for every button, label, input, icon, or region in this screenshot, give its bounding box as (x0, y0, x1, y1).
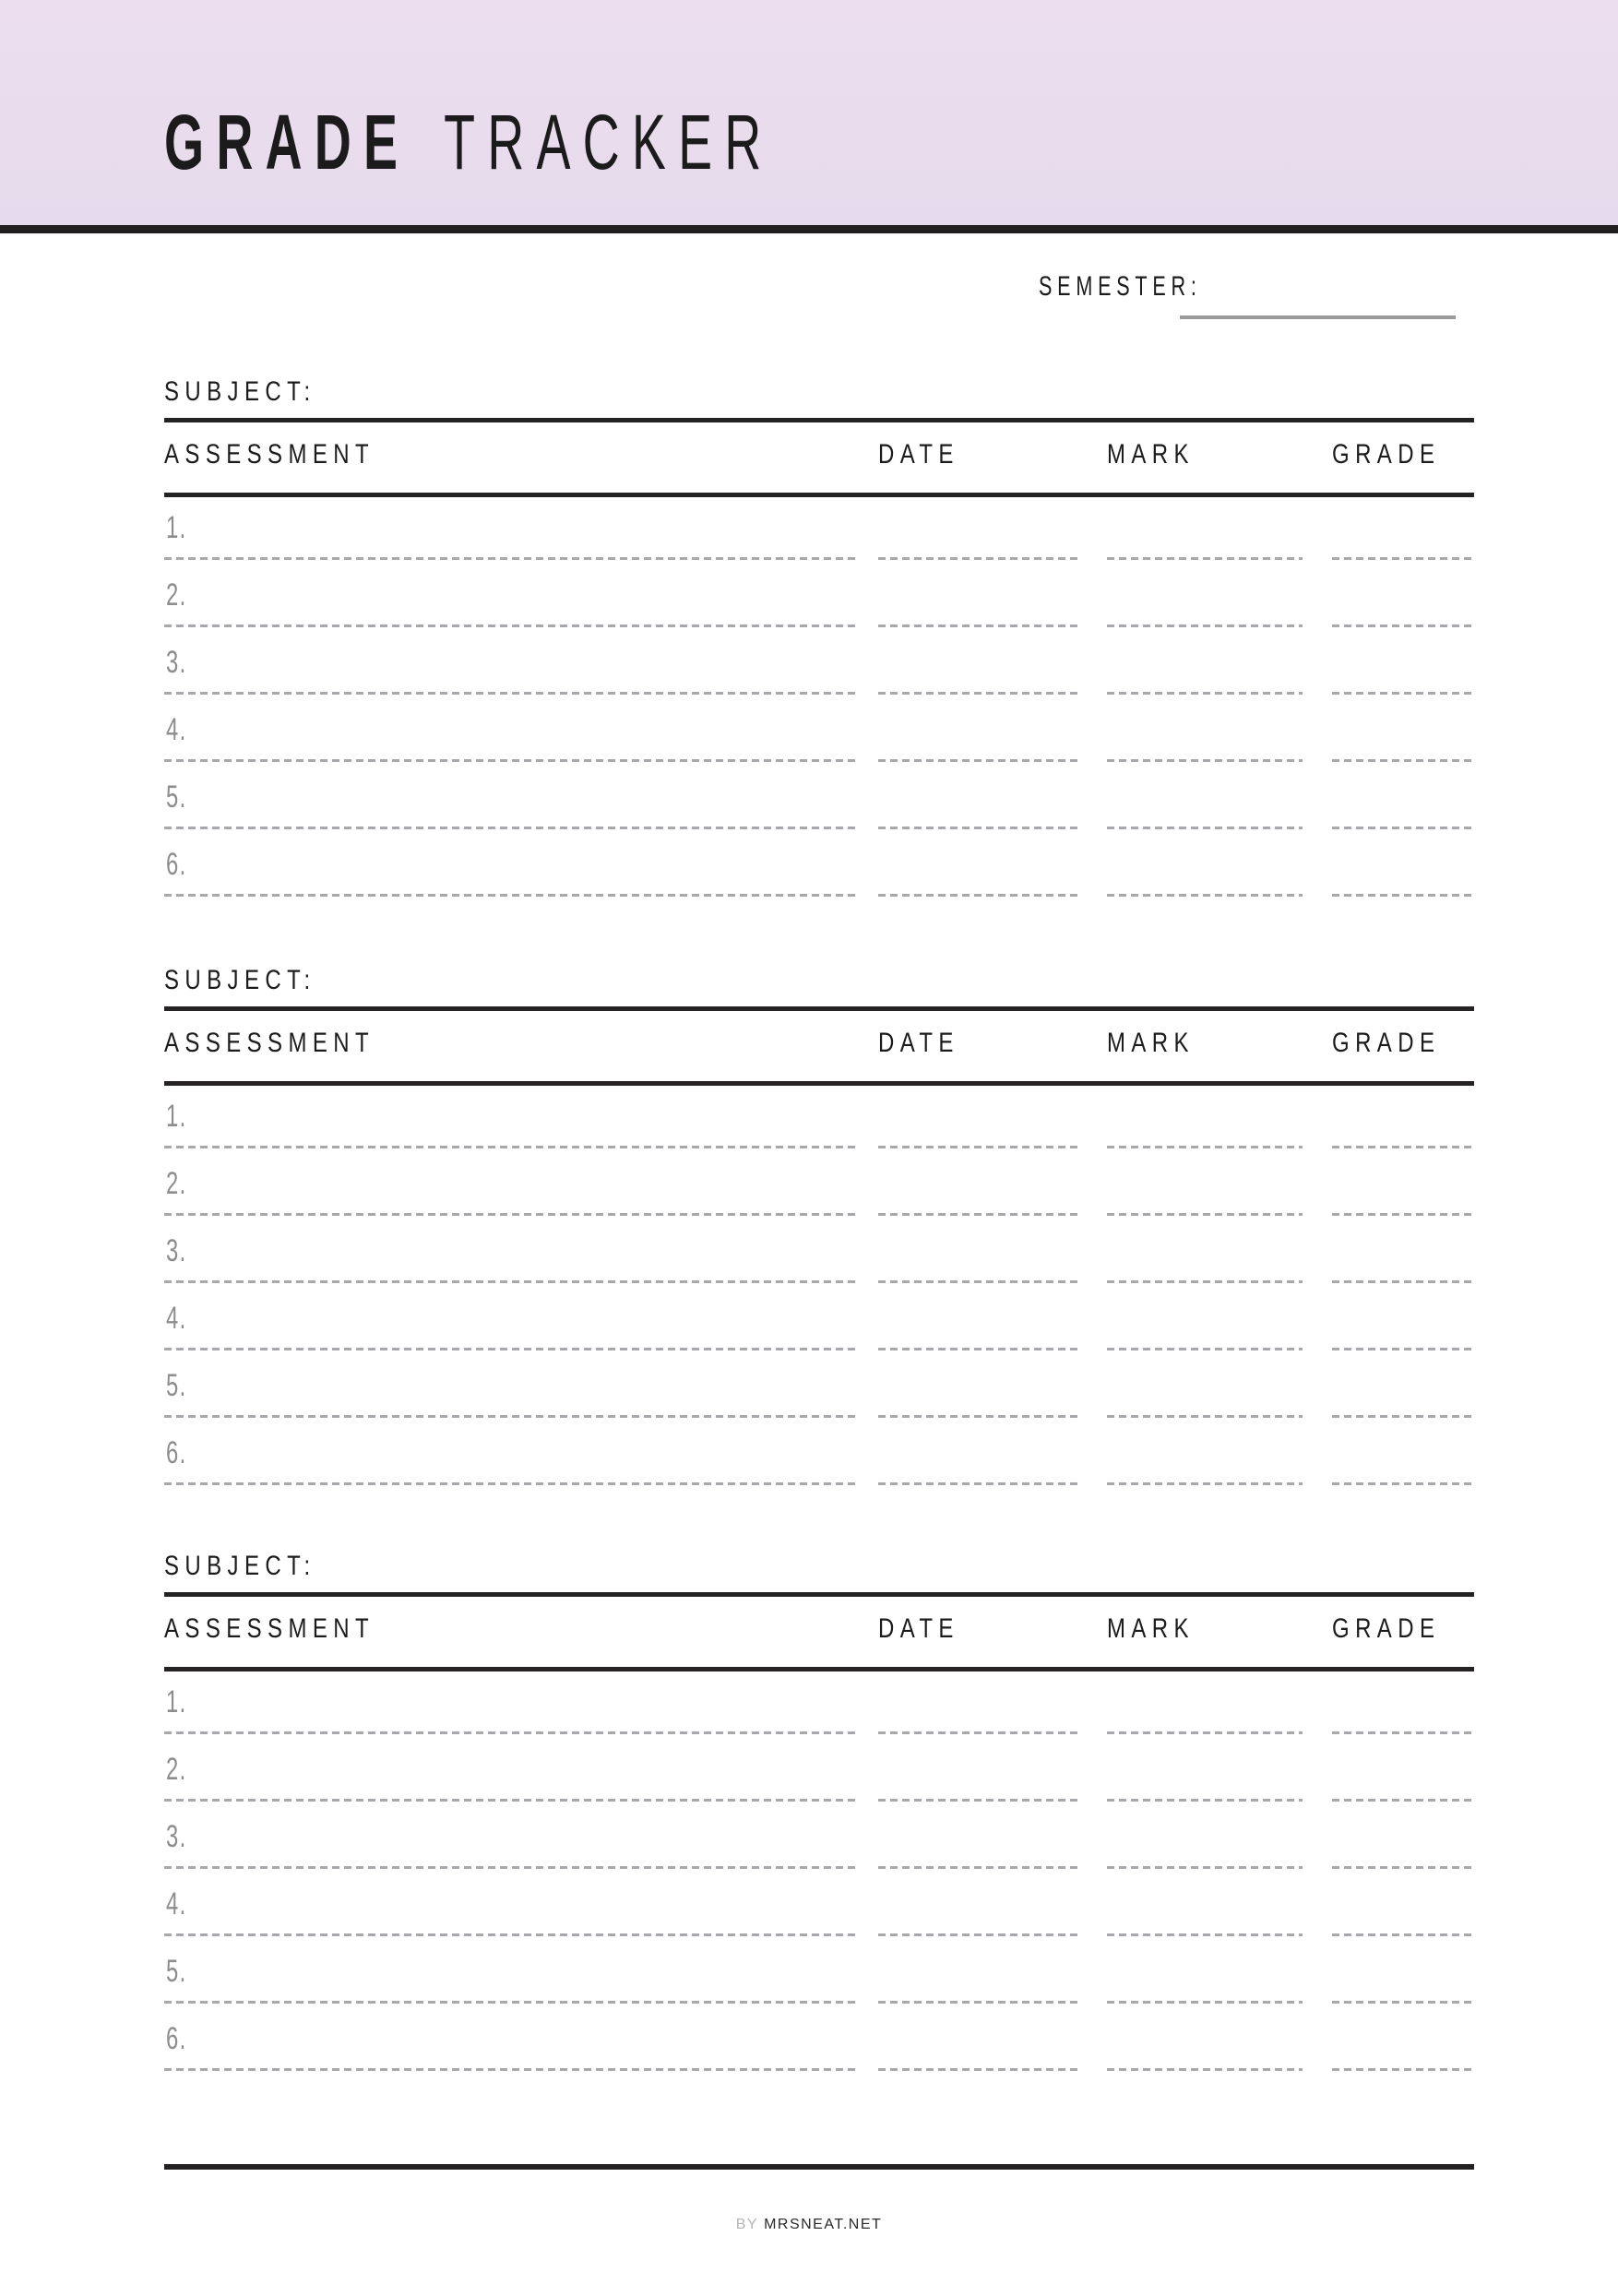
column-header-date: DATE (878, 439, 959, 470)
header-divider-bar (0, 225, 1618, 233)
column-header-mark: MARK (1107, 1028, 1195, 1058)
mark-input-line[interactable] (1107, 692, 1303, 695)
date-input-line[interactable] (878, 1933, 1077, 1936)
mark-input-line[interactable] (1107, 1213, 1303, 1216)
assessment-input-line[interactable] (164, 2001, 856, 2004)
table-row (164, 645, 1474, 700)
assessment-input-line[interactable] (164, 1415, 856, 1418)
date-input-line[interactable] (878, 1482, 1077, 1485)
grade-input-line[interactable] (1332, 2068, 1472, 2071)
column-header-grade: GRADE (1332, 1613, 1441, 1644)
footer-by-label: BY (735, 2217, 759, 2232)
mark-input-line[interactable] (1107, 2068, 1303, 2071)
row-number: 5. (166, 779, 187, 815)
mark-input-line[interactable] (1107, 625, 1303, 627)
assessment-input-line[interactable] (164, 894, 856, 897)
footer-credit (0, 2216, 1618, 2234)
date-input-line[interactable] (878, 1146, 1077, 1148)
date-input-line[interactable] (878, 759, 1077, 762)
assessment-input-line[interactable] (164, 557, 856, 560)
table-rows (164, 375, 1474, 915)
grade-input-line[interactable] (1332, 557, 1472, 560)
table-row (164, 577, 1474, 633)
grade-input-line[interactable] (1332, 1213, 1472, 1216)
assessment-input-line[interactable] (164, 1213, 856, 1216)
row-number: 1. (166, 1684, 187, 1719)
subject-section-2 (164, 964, 1474, 1504)
table-row (164, 1954, 1474, 2009)
grade-input-line[interactable] (1332, 2001, 1472, 2004)
table-row (164, 2021, 1474, 2076)
mark-input-line[interactable] (1107, 2001, 1303, 2004)
grade-input-line[interactable] (1332, 1799, 1472, 1802)
mark-input-line[interactable] (1107, 1731, 1303, 1734)
date-input-line[interactable] (878, 692, 1077, 695)
column-header-date: DATE (878, 1613, 959, 1644)
date-input-line[interactable] (878, 1415, 1077, 1418)
grade-input-line[interactable] (1332, 1348, 1472, 1350)
assessment-input-line[interactable] (164, 1731, 856, 1734)
semester-input-line[interactable] (1180, 315, 1456, 319)
table-rows (164, 1550, 1474, 2089)
table-row (164, 1684, 1474, 1740)
grade-input-line[interactable] (1332, 1280, 1472, 1283)
mark-input-line[interactable] (1107, 1348, 1303, 1350)
table-row (164, 847, 1474, 902)
assessment-input-line[interactable] (164, 625, 856, 627)
mark-input-line[interactable] (1107, 1482, 1303, 1485)
date-input-line[interactable] (878, 1348, 1077, 1350)
table-row (164, 1752, 1474, 1807)
row-number: 1. (166, 510, 187, 545)
table-rows (164, 964, 1474, 1504)
date-input-line[interactable] (878, 894, 1077, 897)
row-number: 6. (166, 2021, 187, 2056)
row-number: 4. (166, 1886, 187, 1921)
assessment-input-line[interactable] (164, 1799, 856, 1802)
page-title (164, 99, 774, 185)
table-row (164, 779, 1474, 835)
row-number: 3. (166, 1233, 187, 1268)
subject-label: SUBJECT: (164, 1551, 316, 1581)
mark-input-line[interactable] (1107, 1280, 1303, 1283)
assessment-input-line[interactable] (164, 827, 856, 829)
assessment-input-line[interactable] (164, 2068, 856, 2071)
table-row (164, 510, 1474, 565)
table-row (164, 712, 1474, 767)
table-row (164, 1886, 1474, 1942)
table-row (164, 1099, 1474, 1154)
row-number: 6. (166, 1435, 187, 1470)
assessment-input-line[interactable] (164, 1482, 856, 1485)
assessment-input-line[interactable] (164, 759, 856, 762)
row-number: 1. (166, 1099, 187, 1134)
mark-input-line[interactable] (1107, 1146, 1303, 1148)
column-header-grade: GRADE (1332, 439, 1441, 470)
date-input-line[interactable] (878, 1280, 1077, 1283)
subject-section-3 (164, 1550, 1474, 2089)
grade-input-line[interactable] (1332, 1482, 1472, 1485)
subject-section-1 (164, 375, 1474, 915)
grade-input-line[interactable] (1332, 827, 1472, 829)
footer-site-label: MRSNEAT.NET (764, 2217, 883, 2232)
row-number: 5. (166, 1954, 187, 1989)
assessment-input-line[interactable] (164, 1866, 856, 1869)
row-number: 2. (166, 1166, 187, 1201)
row-number: 3. (166, 645, 187, 680)
table-row (164, 1233, 1474, 1289)
subject-label: SUBJECT: (164, 376, 316, 407)
date-input-line[interactable] (878, 2068, 1077, 2071)
column-header-date: DATE (878, 1028, 959, 1058)
mark-input-line[interactable] (1107, 827, 1303, 829)
row-number: 2. (166, 577, 187, 613)
table-row (164, 1368, 1474, 1423)
column-header-grade: GRADE (1332, 1028, 1441, 1058)
semester-label: SEMESTER: (1039, 271, 1202, 302)
table-row (164, 1166, 1474, 1221)
page-bottom-rule (164, 2164, 1474, 2170)
row-number: 4. (166, 712, 187, 747)
assessment-input-line[interactable] (164, 1280, 856, 1283)
grade-input-line[interactable] (1332, 692, 1472, 695)
grade-input-line[interactable] (1332, 625, 1472, 627)
assessment-input-line[interactable] (164, 1933, 856, 1936)
mark-input-line[interactable] (1107, 1415, 1303, 1418)
mark-input-line[interactable] (1107, 557, 1303, 560)
grade-input-line[interactable] (1332, 1731, 1472, 1734)
assessment-input-line[interactable] (164, 1348, 856, 1350)
grade-input-line[interactable] (1332, 1146, 1472, 1148)
column-header-assessment: ASSESSMENT (164, 439, 375, 470)
row-number: 5. (166, 1368, 187, 1403)
table-row (164, 1435, 1474, 1491)
row-number: 6. (166, 847, 187, 882)
assessment-input-line[interactable] (164, 1146, 856, 1148)
column-header-mark: MARK (1107, 439, 1195, 470)
date-input-line[interactable] (878, 1731, 1077, 1734)
column-header-assessment: ASSESSMENT (164, 1028, 375, 1058)
column-header-mark: MARK (1107, 1613, 1195, 1644)
title-word-grade: GRADE (164, 99, 410, 185)
mark-input-line[interactable] (1107, 1933, 1303, 1936)
title-word-tracker: TRACKER (444, 99, 774, 185)
row-number: 2. (166, 1752, 187, 1787)
subject-label: SUBJECT: (164, 965, 316, 995)
column-header-assessment: ASSESSMENT (164, 1613, 375, 1644)
mark-input-line[interactable] (1107, 1866, 1303, 1869)
grade-input-line[interactable] (1332, 759, 1472, 762)
grade-input-line[interactable] (1332, 1415, 1472, 1418)
mark-input-line[interactable] (1107, 894, 1303, 897)
row-number: 4. (166, 1301, 187, 1336)
table-row (164, 1301, 1474, 1356)
date-input-line[interactable] (878, 625, 1077, 627)
row-number: 3. (166, 1819, 187, 1854)
grade-input-line[interactable] (1332, 1933, 1472, 1936)
date-input-line[interactable] (878, 557, 1077, 560)
date-input-line[interactable] (878, 827, 1077, 829)
date-input-line[interactable] (878, 1866, 1077, 1869)
date-input-line[interactable] (878, 1213, 1077, 1216)
date-input-line[interactable] (878, 2001, 1077, 2004)
mark-input-line[interactable] (1107, 759, 1303, 762)
table-row (164, 1819, 1474, 1874)
mark-input-line[interactable] (1107, 1799, 1303, 1802)
date-input-line[interactable] (878, 1799, 1077, 1802)
grade-input-line[interactable] (1332, 894, 1472, 897)
assessment-input-line[interactable] (164, 692, 856, 695)
grade-input-line[interactable] (1332, 1866, 1472, 1869)
